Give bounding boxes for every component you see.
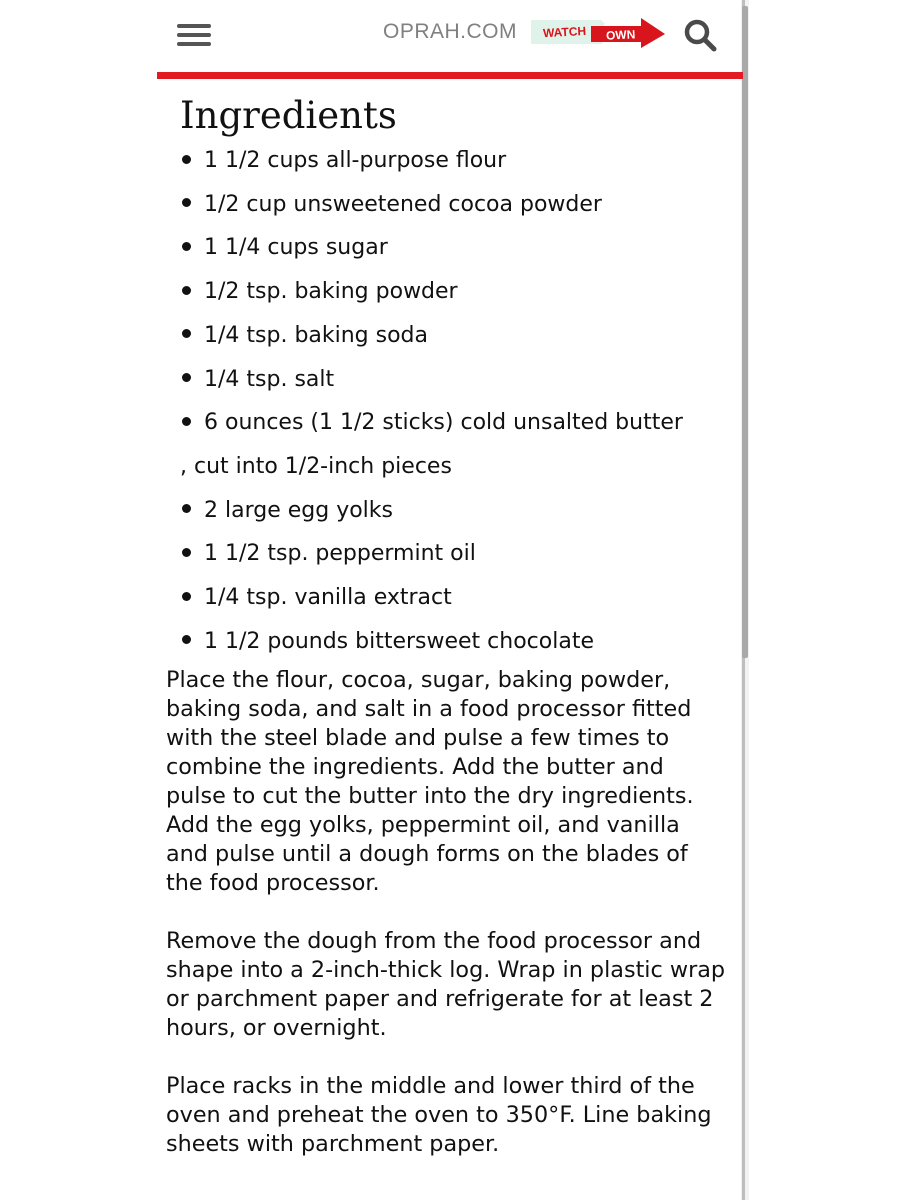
ingredient-item: 1/2 cup unsweetened cocoa powder [180, 183, 740, 227]
bullet-icon [180, 576, 204, 620]
ingredient-list [180, 139, 740, 663]
recipe-directions [166, 666, 726, 1188]
ingredient-item: 6 ounces (1 1/2 sticks) cold unsalted butter [180, 401, 740, 445]
bullet-icon [180, 314, 204, 358]
hamburger-menu-icon[interactable] [177, 22, 211, 48]
search-icon[interactable] [683, 18, 719, 52]
bullet-icon [180, 226, 204, 270]
bullet-icon [180, 270, 204, 314]
direction-step: Remove the dough from the food processor and shape into a 2-inch-thick log. Wrap in plastic wrap or parchment paper and refrigerate for at least 2 hours, or overnight. [166, 928, 726, 1041]
ingredient-item: 1/4 tsp. salt [180, 358, 740, 402]
ingredient-item: 1 1/2 cups all-purpose flour [180, 139, 740, 183]
site-header [157, 0, 742, 72]
watch-label: WATCH [542, 23, 587, 41]
ingredient-item: 1/4 tsp. vanilla extract [180, 576, 740, 620]
ingredients-heading: Ingredients [180, 94, 397, 137]
watch-own-badge[interactable] [531, 16, 666, 50]
direction-step: Place racks in the middle and lower third of the oven and preheat the oven to 350°F. Line baking sheets with parchment paper. [166, 1073, 712, 1157]
ingredient-item: 1 1/2 tsp. peppermint oil [180, 532, 740, 576]
bullet-icon [180, 139, 204, 183]
ingredient-item: 1 1/4 cups sugar [180, 226, 740, 270]
bullet-icon [180, 401, 204, 445]
header-divider [157, 72, 743, 79]
bullet-icon [180, 620, 204, 664]
ingredient-item: 1/2 tsp. baking powder [180, 270, 740, 314]
ingredient-item: 1/4 tsp. baking soda [180, 314, 740, 358]
ingredient-item: 2 large egg yolks [180, 489, 740, 533]
bullet-icon [180, 358, 204, 402]
own-label: OWN [605, 27, 636, 43]
site-logo[interactable]: OPRAH.COM [383, 20, 518, 43]
bullet-icon [180, 532, 204, 576]
ingredient-item-continuation: , cut into 1/2-inch pieces [180, 453, 452, 479]
direction-step: Place the flour, cocoa, sugar, baking powder, baking soda, and salt in a food processor fitted with the steel blade and pulse a few times to combine the ingredients. Add the butter and pulse to cut the butter into the dry ingredients. Add the egg yolks, peppermint oil, and vanilla and pulse until a dough forms on the blades of the food processor. [166, 667, 694, 896]
bullet-icon [180, 489, 204, 533]
ingredient-item: 1 1/2 pounds bittersweet chocolate [180, 620, 740, 664]
bullet-icon [180, 183, 204, 227]
scrollbar-thumb[interactable] [742, 6, 748, 658]
